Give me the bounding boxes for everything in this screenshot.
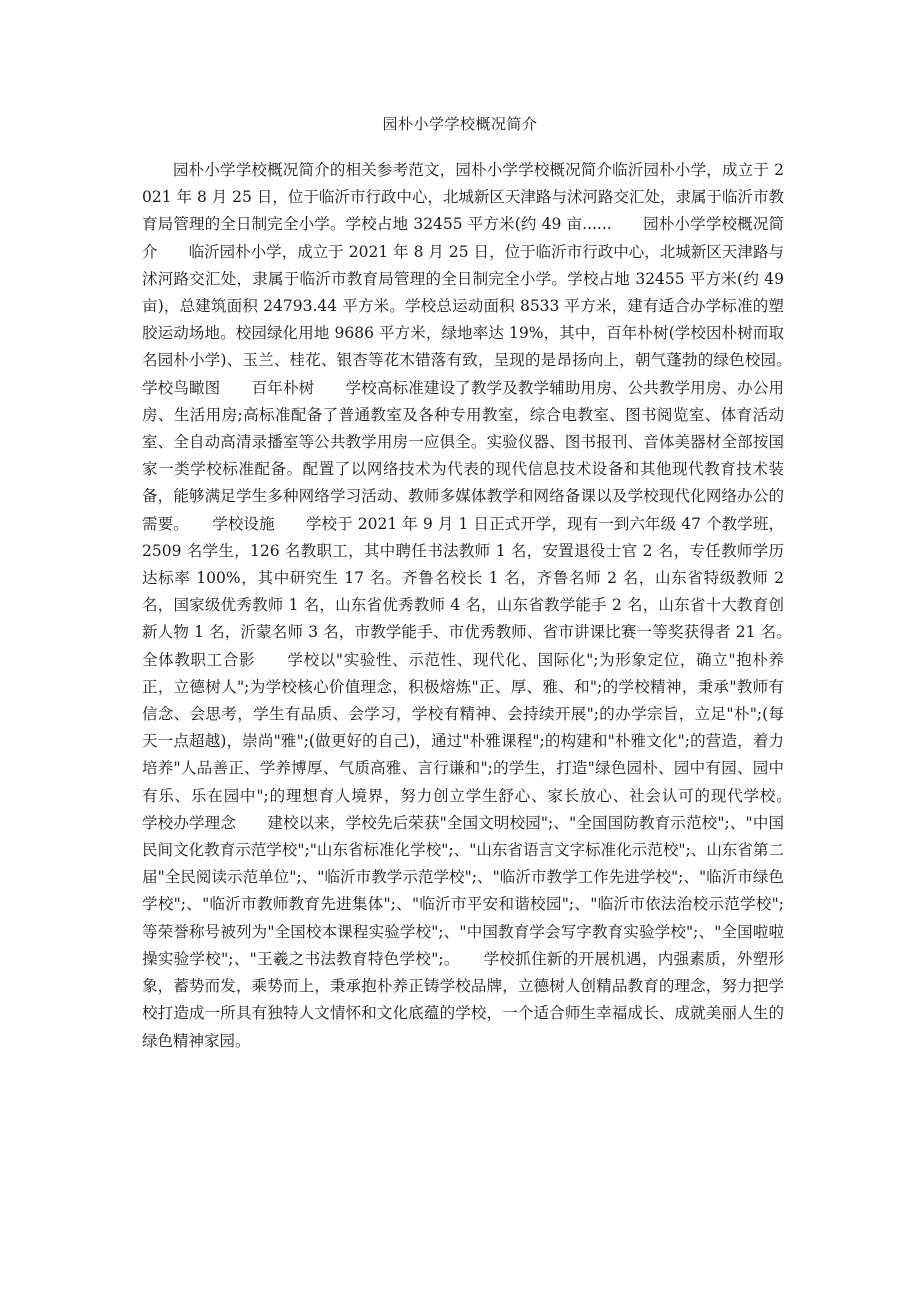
document-title: 园朴小学学校概况简介 bbox=[382, 115, 538, 133]
document-body-paragraph: 园朴小学学校概况简介的相关参考范文，园朴小学学校概况简介临沂园朴小学，成立于 2021 年 8 月 25 日，位于临沂市行政中心，北城新区天津路与沭河路交汇处，隶属于临沂市教育局管理的全日制完全小学。学校占地 32455 平方米(约 49 亩...... 园朴小学学校概况简介 临沂园朴小学，成立于 2021 年 8 月 25 日，位于临沂市行政中心，北城新区天津路与沭河路交汇处，隶属于临沂市教育局管理的全日制完全小学。学校占地 32455 平方米(约 49 亩)，总建筑面积 24793.44 平方米。学校总运动面积 8533 平方米，建有适合办学标准的塑胶运动场地。校园绿化用地 9686 平方米，绿地率达 19%，其中，百年朴树(学校因朴树而取名园朴小学)、玉兰、桂花、银杏等花木错落有致，呈现的是昂扬向上，朝气蓬勃的绿色校园。 学校鸟瞰图 百年朴树 学校高标准建设了教学及教学辅助用房、公共教学用房、办公用房、生活用房;高标准配备了普通教室及各种专用教室，综合电教室、图书阅览室、体育活动室、全自动高清录播室等公共教学用房一应俱全。实验仪器、图书报刊、音体美器材全部按国家一类学校标准配备。配置了以网络技术为代表的现代信息技术设备和其他现代教育技术装备，能够满足学生多种网络学习活动、教师多媒体教学和网络备课以及学校现代化网络办公的需要。 学校设施 学校于 2021 年 9 月 1 日正式开学，现有一到六年级 47 个教学班，2509 名学生，126 名教职工，其中聘任书法教师 1 名，安置退役士官 2 名，专任教师学历达标率 100%，其中研究生 17 名。齐鲁名校长 1 名，齐鲁名师 2 名，山东省特级教师 2 名，国家级优秀教师 1 名，山东省优秀教师 4 名，山东省教学能手 2 名，山东省十大教育创新人物 1 名，沂蒙名师 3 名，市教学能手、市优秀教师、省市讲课比赛一等奖获得者 21 名。 全体教职工合影 学校以"实验性、示范性、现代化、国际化";为形象定位，确立"抱朴养正，立德树人";为学校核心价值理念，积极熔炼"正、厚、雅、和";的学校精神，秉承"教师有信念、会思考，学生有品质、会学习，学校有精神、会持续开展";的办学宗旨，立足"朴";(每天一点超越)，崇尚"雅";(做更好的自己)，通过"朴雅课程";的构建和"朴雅文化";的营造，着力培养"人品善正、学养博厚、气质高雅、言行谦和";的学生，打造"绿色园朴、园中有园、园中有乐、乐在园中";的理想育人境界，努力创立学生舒心、家长放心、社会认可的现代学校。 学校办学理念 建校以来，学校先后荣获"全国文明校园";、"全国国防教育示范校";、"中国民间文化教育示范学校";"山东省标准化学校";、"山东省语言文字标准化示范校";、山东省第二届"全民阅读示范单位";、"临沂市教学示范学校";、"临沂市教学工作先进学校";、"临沂市绿色学校";、"临沂市教师教育先进集体";、"临沂市平安和谐校园";、"临沂市依法治校示范学校";等荣誉称号被列为"全国校本课程实验学校";、"中国教育学会写字教育实验学校";、"全国啦啦操实验学校";、"王羲之书法教育特色学校";。 学校抓住新的开展机遇，内强素质，外塑形象，蓄势而发，乘势而上，秉承抱朴养正铸学校品牌，立德树人创精品教育的理念，努力把学校打造成一所具有独特人文情怀和文化底蕴的学校，一个适合师生幸福成长、成就美丽人生的绿色精神家园。 bbox=[142, 161, 816, 1050]
